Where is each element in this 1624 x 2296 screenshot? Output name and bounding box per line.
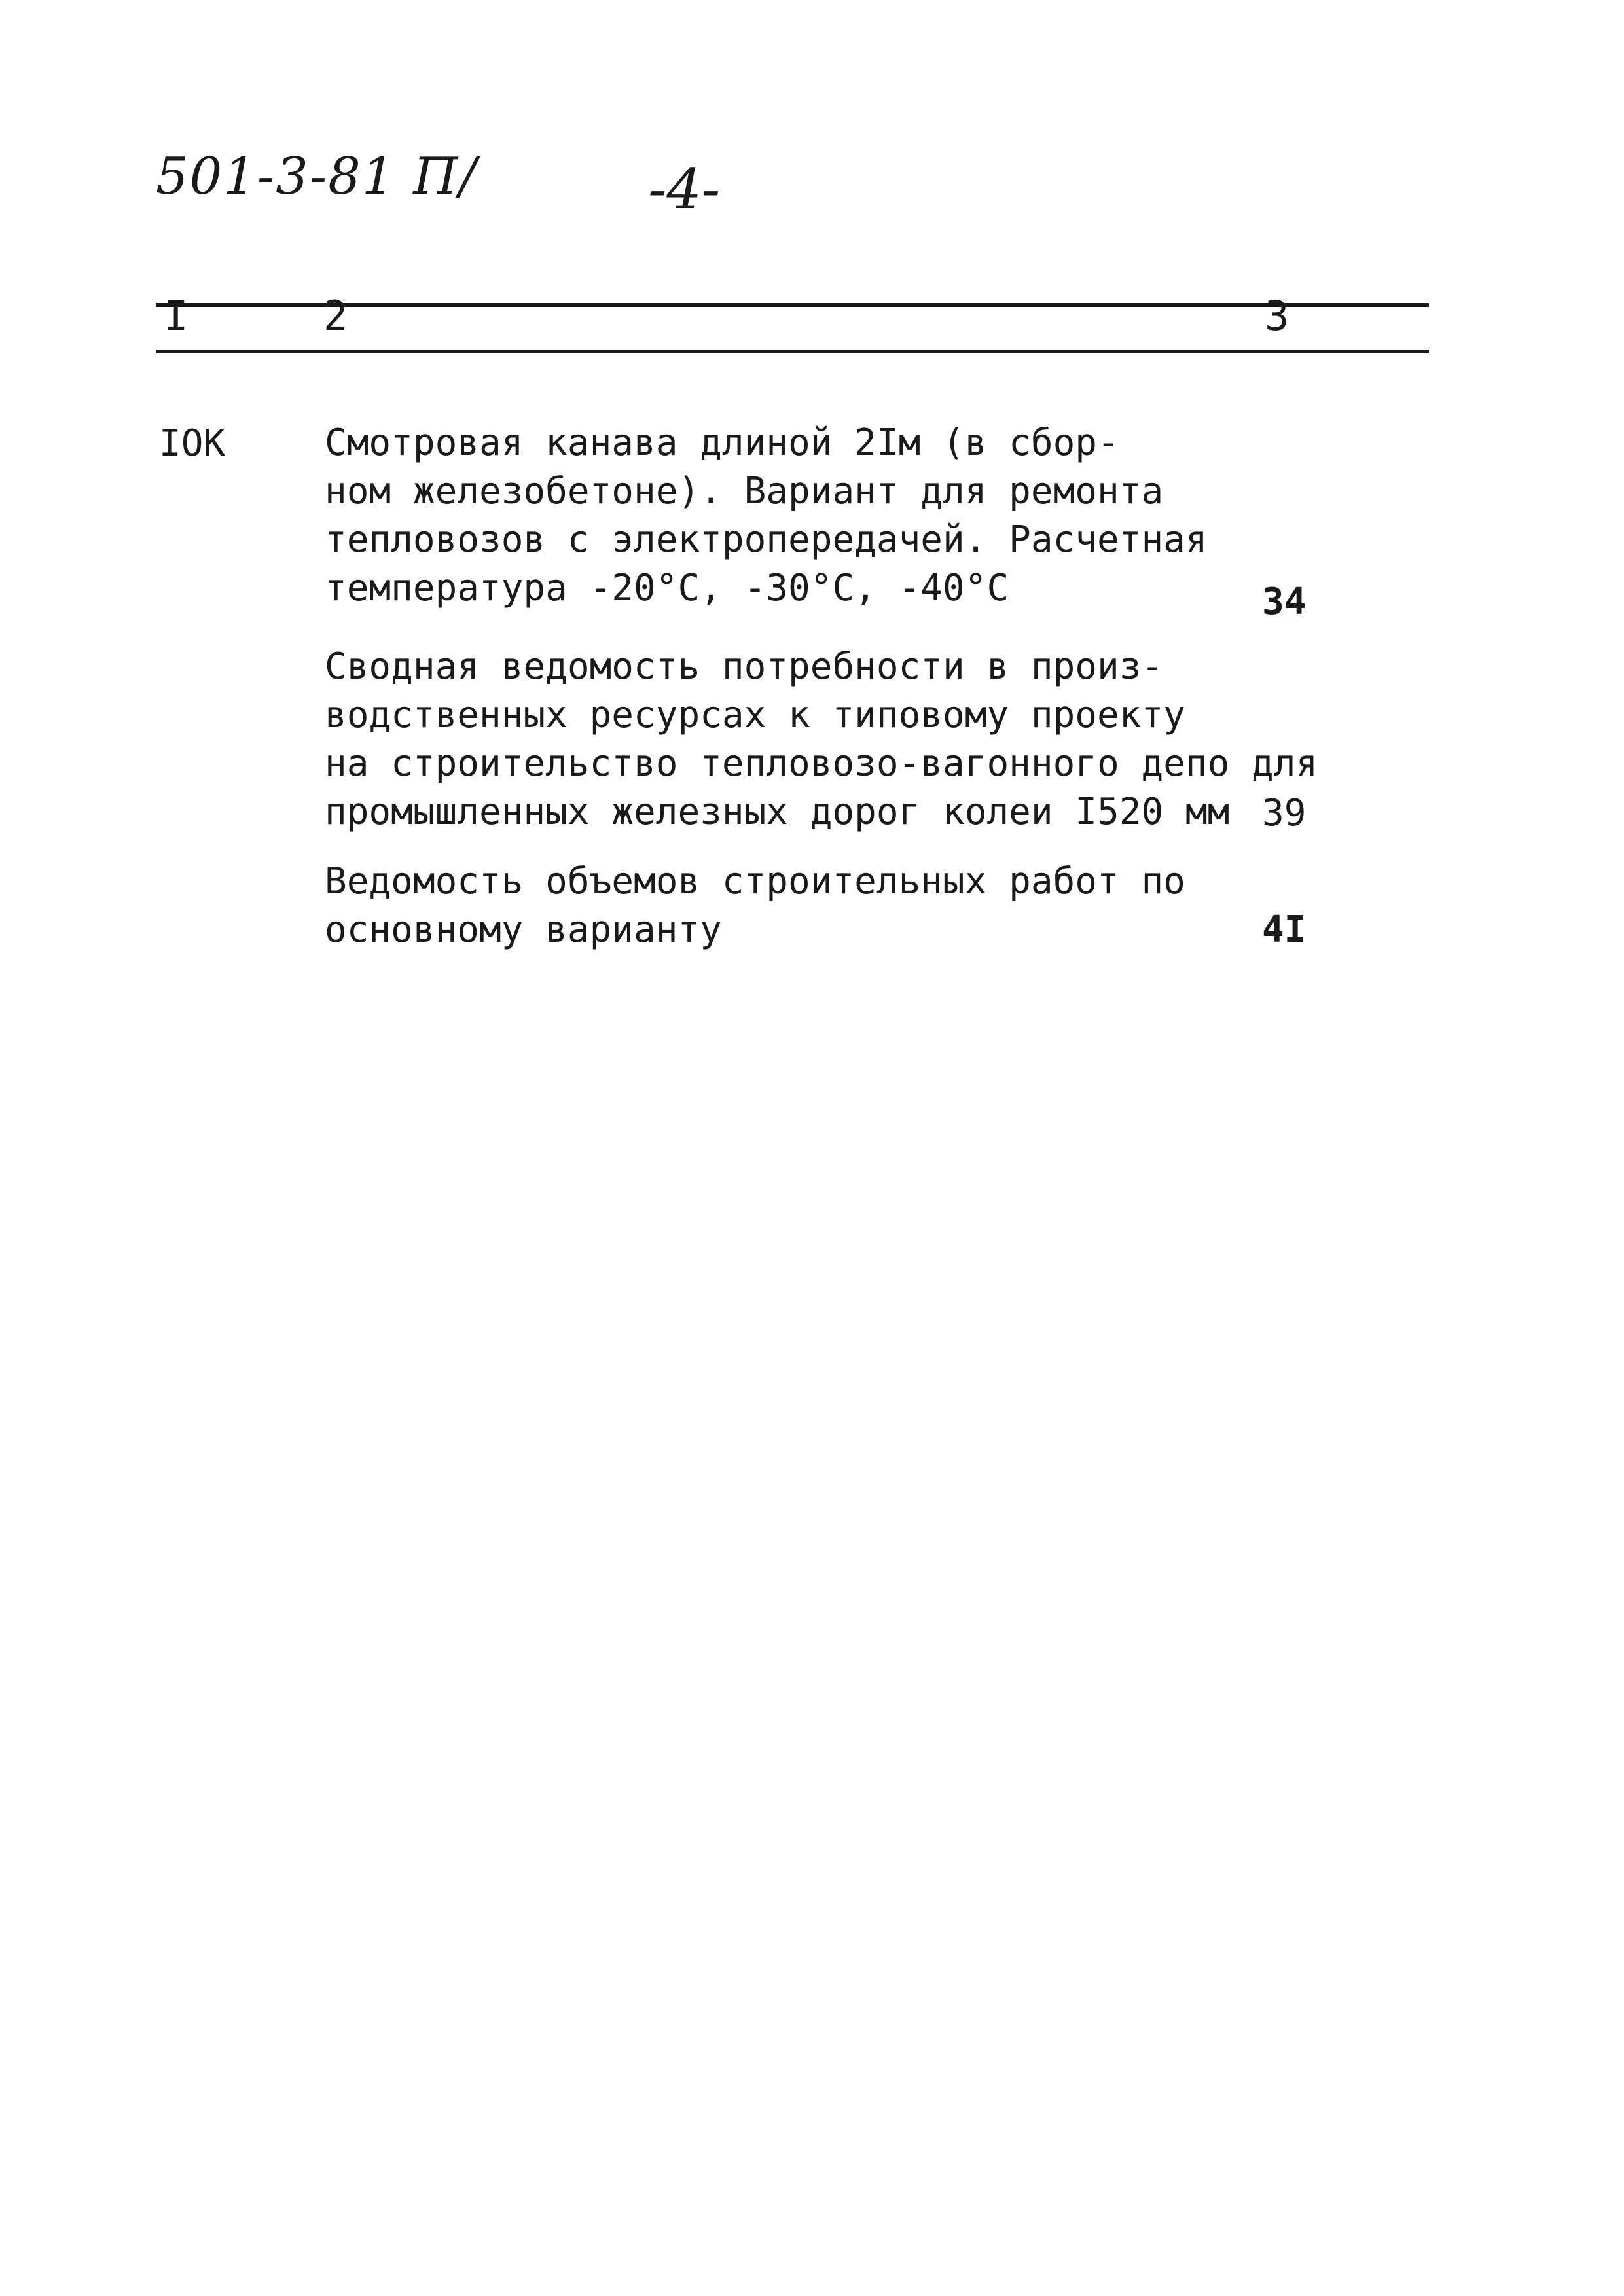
entry-line: Смотровая канава длиной 2Iм (в сбор- — [325, 422, 1119, 464]
entry-page-number: 39 — [1262, 792, 1307, 834]
table-header-bottom-rule — [156, 350, 1429, 353]
column-header-3: 3 — [1265, 292, 1290, 340]
column-header-2: 2 — [323, 292, 348, 340]
table-entry — [325, 419, 1254, 613]
page-number: -4- — [648, 157, 721, 221]
entry-line: промышленных железных дорог колеи I520 мм — [325, 791, 1230, 833]
column-header-1: I — [164, 292, 189, 340]
entry-line: тепловозов с электропередачей. Расчетная — [325, 518, 1208, 561]
entry-line: Ведомость объемов строительных работ по — [325, 860, 1185, 903]
entry-page-number: 34 — [1262, 581, 1307, 623]
entry-line: Сводная ведомость потребности в произ- — [325, 645, 1164, 688]
entry-line: основному варианту — [325, 908, 722, 951]
entry-line: ном железобетоне). Вариант для ремонта — [325, 470, 1164, 512]
entry-line: на строительство тепловозо-вагонного депо для — [325, 742, 1318, 785]
entry-line: температура -20°С, -30°С, -40°С — [325, 567, 1009, 609]
document-code: 501-3-81 П/ — [156, 147, 478, 206]
table-entry — [325, 857, 1254, 954]
entry-line: водственных ресурсах к типовому проекту — [325, 694, 1185, 736]
row-code: IOK — [159, 422, 226, 465]
entry-page-number: 4I — [1262, 908, 1307, 951]
